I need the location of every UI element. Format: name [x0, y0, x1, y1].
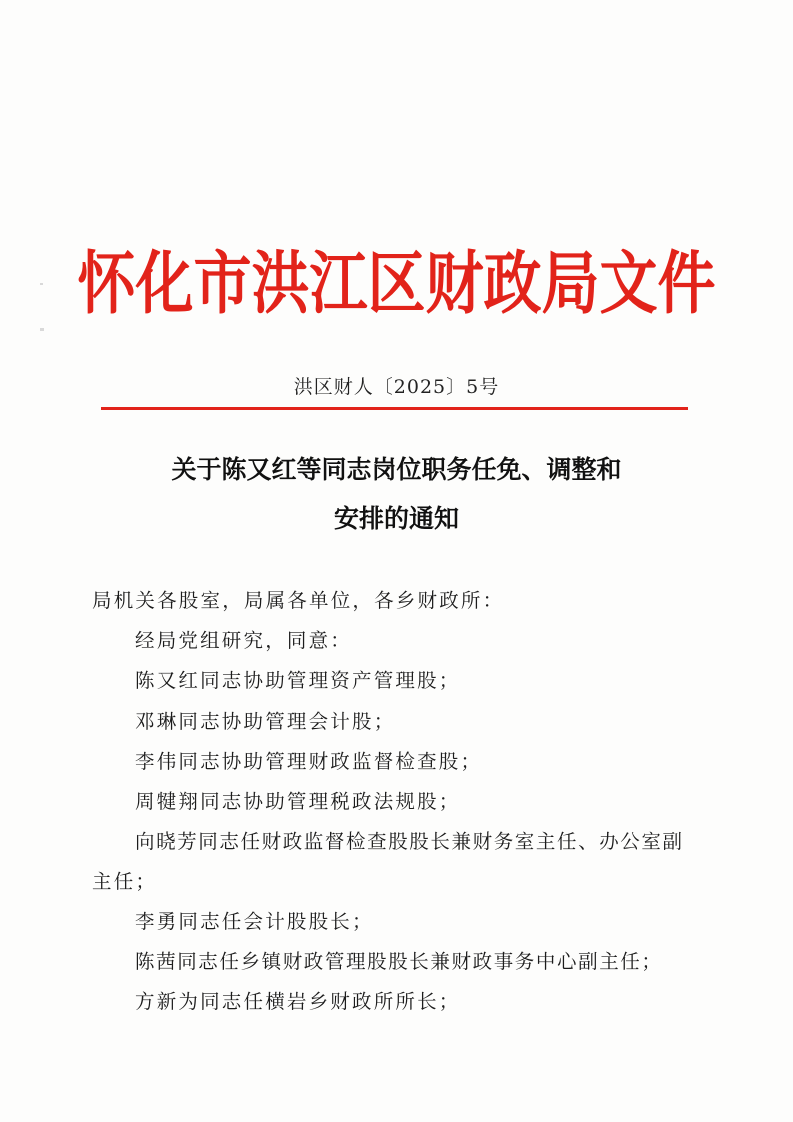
- scan-artifact: [40, 328, 44, 331]
- notice-title-line-1: 关于陈又红等同志岗位职务任免、调整和: [171, 455, 622, 484]
- body-paragraph: 周犍翔同志协助管理税政法规股；: [135, 790, 461, 813]
- body-paragraph: 经局党组研究，同意：: [135, 629, 353, 652]
- body-paragraph: 陈茜同志任乡镇财政管理股股长兼财政事务中心副主任；: [135, 950, 663, 973]
- document-number: 洪区财人〔2025〕5号: [293, 376, 500, 398]
- issuer-header: 怀化市洪江区财政局文件: [77, 243, 716, 324]
- salutation: 局机关各股室，局属各单位，各乡财政所：: [92, 589, 505, 612]
- body-paragraph: 李勇同志任会计股股长；: [135, 910, 374, 933]
- body-paragraph: 方新为同志任横岩乡财政所所长；: [135, 990, 461, 1013]
- body-paragraph: 李伟同志协助管理财政监督检查股；: [135, 750, 483, 773]
- body-paragraph: 向晓芳同志任财政监督检查股股长兼财务室主任、办公室副: [135, 830, 684, 853]
- body-paragraph-continuation: 主任；: [92, 870, 158, 893]
- red-separator-rule: [101, 407, 688, 410]
- body-paragraph: 陈又红同志协助管理资产管理股；: [135, 669, 461, 692]
- notice-title-line-2: 安排的通知: [333, 504, 459, 533]
- body-paragraph: 邓琳同志协助管理会计股；: [135, 710, 396, 733]
